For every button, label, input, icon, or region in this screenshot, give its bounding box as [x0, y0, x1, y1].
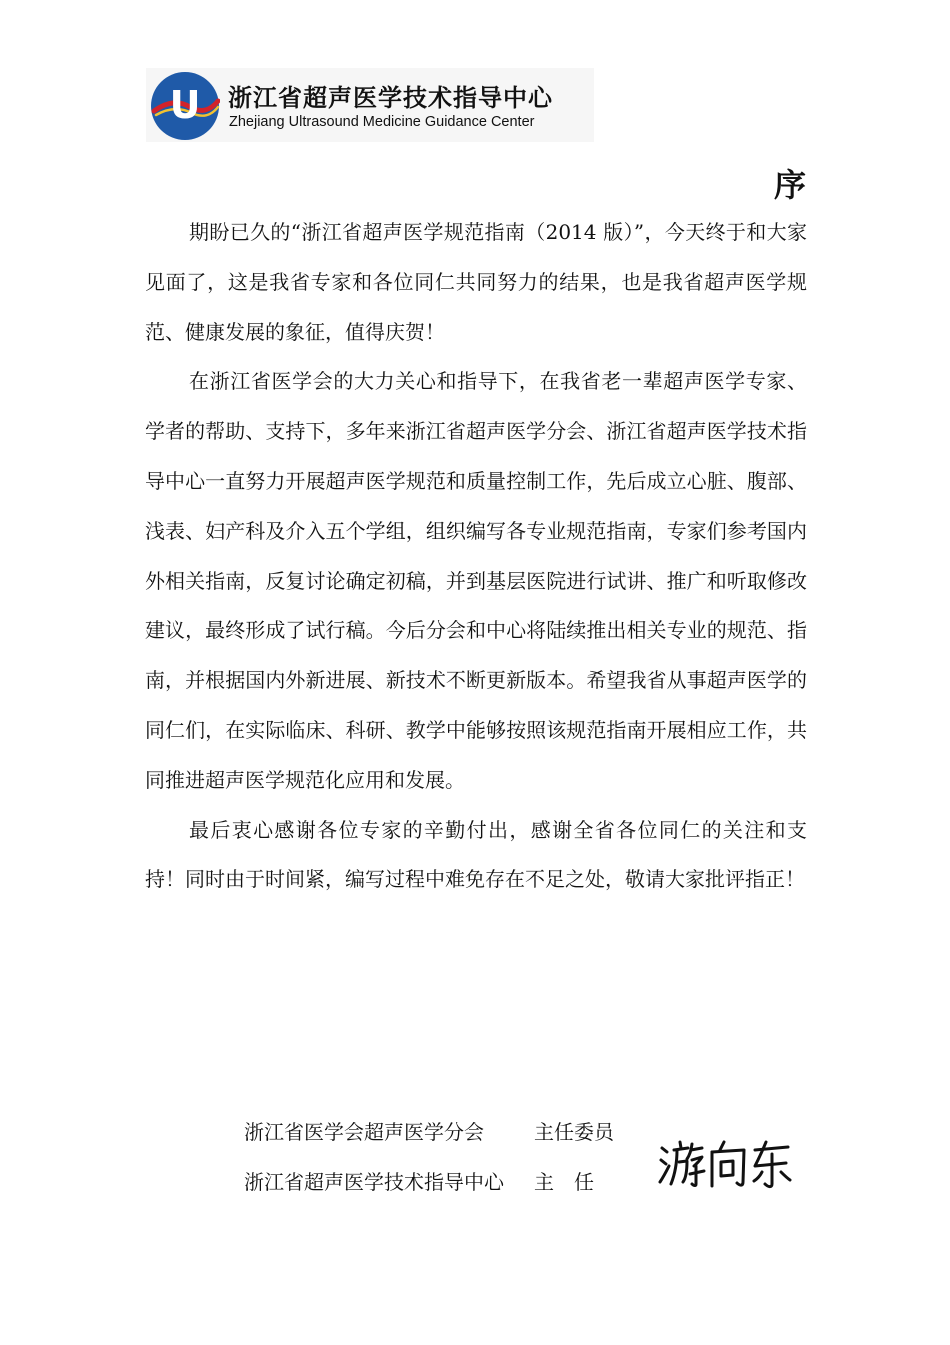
logo-chinese-name: 浙江省超声医学技术指导中心 [228, 84, 553, 112]
signature-role: 主任委员 [534, 1120, 614, 1144]
signature-line-1 [244, 1116, 614, 1145]
signature-line-2 [244, 1166, 594, 1195]
paragraph-3: 最后衷心感谢各位专家的辛勤付出，感谢全省各位同仁的关注和支持！同时由于时间紧，编写过程中难免存在不足之处，敬请大家批评指正！ [145, 817, 807, 892]
paragraph-2: 在浙江省医学会的大力关心和指导下，在我省老一辈超声医学专家、学者的帮助、支持下，多年来浙江省超声医学分会、浙江省超声医学技术指导中心一直努力开展超声医学规范和质量控制工作，先后成立心脏、腹部、浅表、妇产科及介入五个学组，组织编写各专业规范指南，专家们参考国内外相关指南，反复讨论确定初稿，并到基层医院进行试讲、推广和听取修改建议，最终形成了试行稿。今后分会和中心将陆续推出相关专业的规范、指南，并根据国内外新进展、新技术不断更新版本。希望我省从事超声医学的同仁们，在实际临床、科研、教学中能够按照该规范指南开展相应工作，共同推进超声医学规范化应用和发展。 [145, 369, 807, 792]
document-title: 序 [773, 166, 806, 204]
organization-logo [146, 68, 594, 142]
document-body [145, 208, 807, 905]
logo-english-name: Zhejiang Ultrasound Medicine Guidance Center [229, 114, 535, 130]
ultrasound-u-logo-icon [150, 71, 220, 141]
signature-role: 主 任 [534, 1170, 594, 1194]
signature-organization: 浙江省超声医学技术指导中心 [244, 1170, 504, 1194]
logo-letter: U [169, 83, 201, 127]
handwritten-signature [658, 1136, 798, 1192]
paragraph-1: 期盼已久的“浙江省超声医学规范指南（2014 版）”，今天终于和大家见面了，这是我省专家和各位同仁共同努力的结果，也是我省超声医学规范、健康发展的象征，值得庆贺！ [145, 220, 807, 344]
signature-organization: 浙江省医学会超声医学分会 [244, 1120, 484, 1144]
